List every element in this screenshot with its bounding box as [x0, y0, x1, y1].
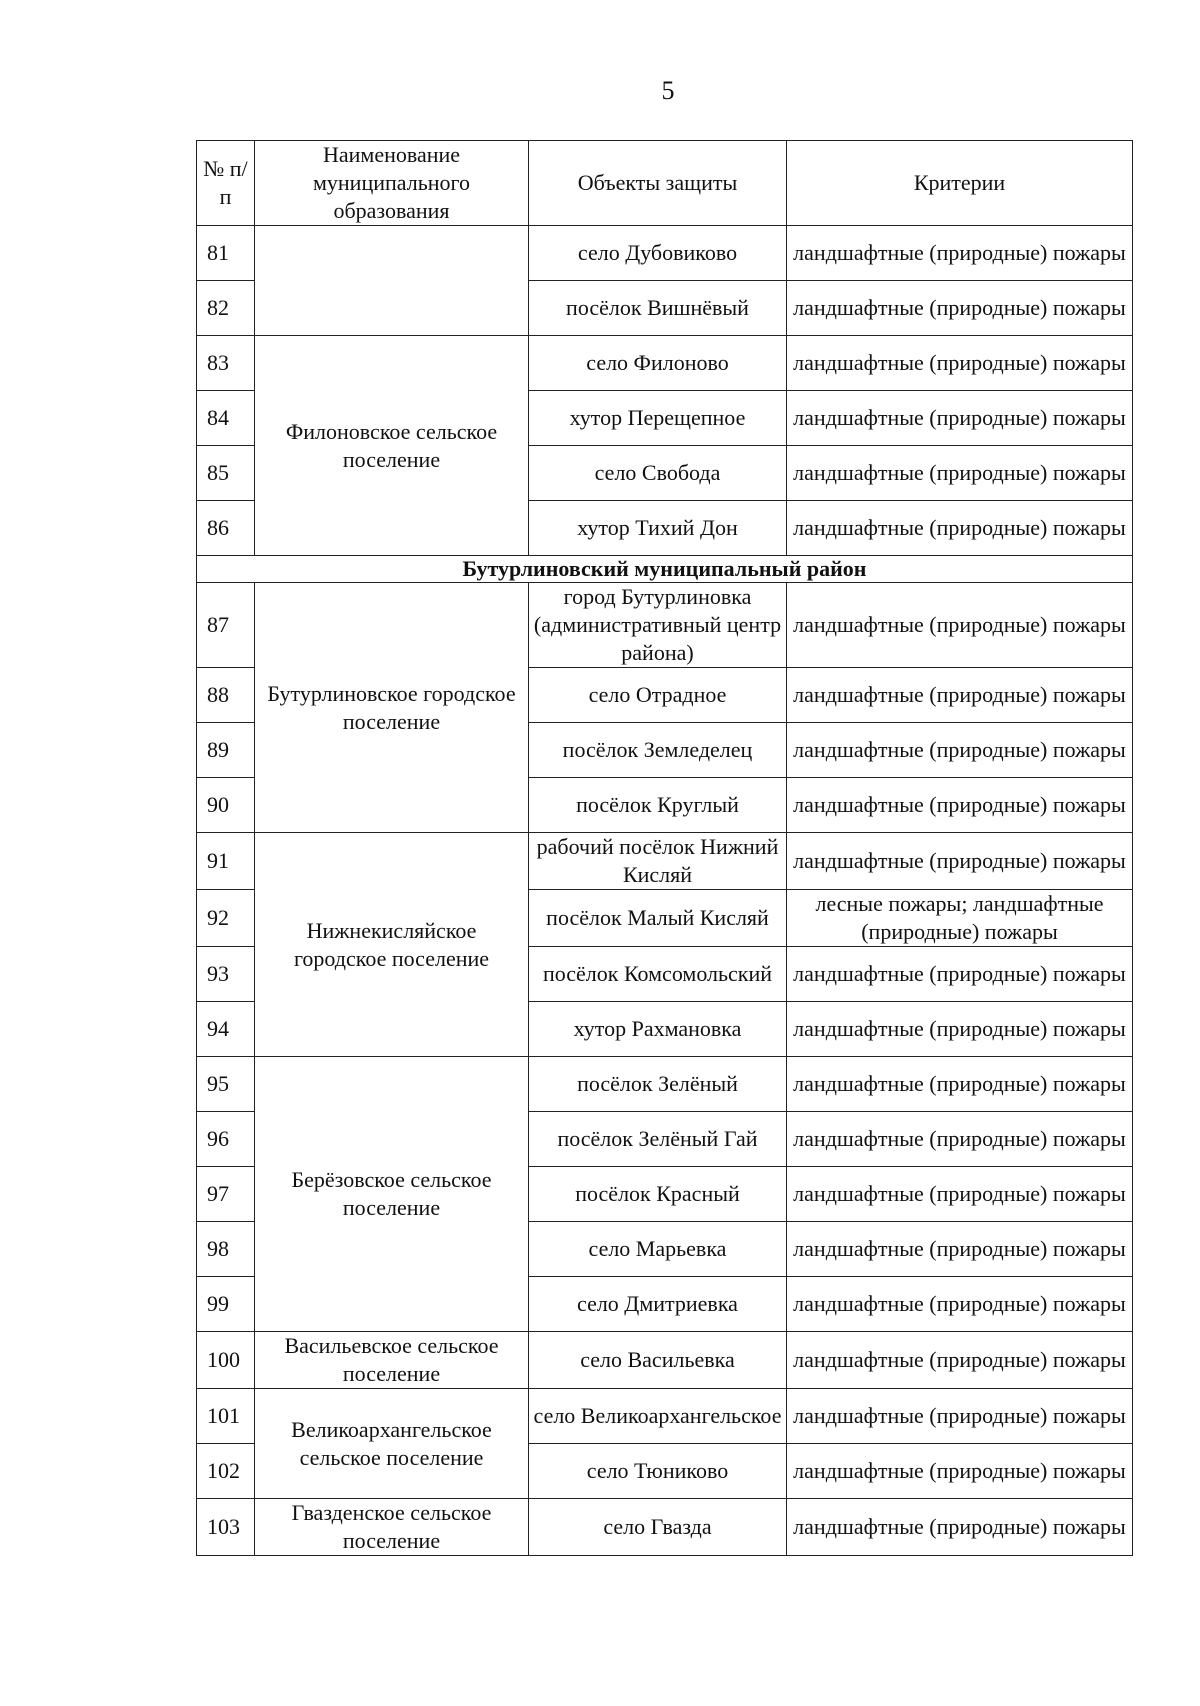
object-cell: посёлок Комсомольский — [529, 947, 787, 1002]
row-number: 93 — [197, 947, 255, 1002]
row-number: 90 — [197, 778, 255, 833]
object-cell: село Великоархангельское — [529, 1389, 787, 1444]
district-section-row — [197, 556, 1133, 583]
object-cell: село Гвазда — [529, 1499, 787, 1556]
row-number: 92 — [197, 890, 255, 947]
municipality-cell: Нижнекисляйское городское поселение — [255, 833, 529, 1057]
row-number: 85 — [197, 446, 255, 501]
object-cell: село Дмитриевка — [529, 1277, 787, 1332]
object-cell: хутор Перещепное — [529, 391, 787, 446]
row-number: 82 — [197, 281, 255, 336]
object-cell: посёлок Зелёный — [529, 1057, 787, 1112]
object-cell: село Отрадное — [529, 668, 787, 723]
criteria-cell: ландшафтные (природные) пожары — [787, 723, 1133, 778]
row-number: 84 — [197, 391, 255, 446]
table-row — [197, 833, 1133, 890]
table-row — [197, 1499, 1133, 1556]
table-row — [197, 1057, 1133, 1112]
row-number: 96 — [197, 1112, 255, 1167]
municipality-cell: Васильевское сельское поселение — [255, 1332, 529, 1389]
table-header-row — [197, 141, 1133, 226]
row-number: 101 — [197, 1389, 255, 1444]
criteria-cell: ландшафтные (природные) пожары — [787, 501, 1133, 556]
object-cell: село Филоново — [529, 336, 787, 391]
municipality-cell: Филоновское сельское поселение — [255, 336, 529, 556]
col-header-objects: Объекты защиты — [529, 141, 787, 226]
row-number: 88 — [197, 668, 255, 723]
criteria-cell: ландшафтные (природные) пожары — [787, 1002, 1133, 1057]
row-number: 97 — [197, 1167, 255, 1222]
row-number: 89 — [197, 723, 255, 778]
criteria-cell: ландшафтные (природные) пожары — [787, 947, 1133, 1002]
object-cell: посёлок Малый Кисляй — [529, 890, 787, 947]
col-header-num: № п/п — [197, 141, 255, 226]
object-cell: посёлок Круглый — [529, 778, 787, 833]
row-number: 83 — [197, 336, 255, 391]
row-number: 99 — [197, 1277, 255, 1332]
object-cell: посёлок Красный — [529, 1167, 787, 1222]
table-row — [197, 336, 1133, 391]
object-cell: хутор Тихий Дон — [529, 501, 787, 556]
criteria-cell: ландшафтные (природные) пожары — [787, 778, 1133, 833]
row-number: 94 — [197, 1002, 255, 1057]
criteria-cell: ландшафтные (природные) пожары — [787, 446, 1133, 501]
object-cell: село Дубовиково — [529, 226, 787, 281]
object-cell: село Тюниково — [529, 1444, 787, 1499]
protection-objects-table — [196, 140, 1133, 1556]
municipality-cell: Великоархангельское сельское поселение — [255, 1389, 529, 1499]
criteria-cell: ландшафтные (природные) пожары — [787, 1332, 1133, 1389]
municipality-cell: Берёзовское сельское поселение — [255, 1057, 529, 1332]
table-row — [197, 583, 1133, 668]
row-number: 86 — [197, 501, 255, 556]
criteria-cell: ландшафтные (природные) пожары — [787, 1444, 1133, 1499]
object-cell: город Бутурлиновка (административный центр района) — [529, 583, 787, 668]
row-number: 91 — [197, 833, 255, 890]
criteria-cell: ландшафтные (природные) пожары — [787, 583, 1133, 668]
criteria-cell: ландшафтные (природные) пожары — [787, 336, 1133, 391]
row-number: 95 — [197, 1057, 255, 1112]
criteria-cell: ландшафтные (природные) пожары — [787, 1389, 1133, 1444]
object-cell: посёлок Земледелец — [529, 723, 787, 778]
municipality-cell: Бутурлиновское городское поселение — [255, 583, 529, 833]
criteria-cell: ландшафтные (природные) пожары — [787, 1222, 1133, 1277]
criteria-cell: ландшафтные (природные) пожары — [787, 833, 1133, 890]
criteria-cell: ландшафтные (природные) пожары — [787, 1112, 1133, 1167]
table-row — [197, 226, 1133, 281]
table-row — [197, 1389, 1133, 1444]
object-cell: посёлок Вишнёвый — [529, 281, 787, 336]
object-cell: село Свобода — [529, 446, 787, 501]
page-number: 5 — [661, 76, 675, 105]
row-number: 87 — [197, 583, 255, 668]
object-cell: село Марьевка — [529, 1222, 787, 1277]
col-header-criteria: Критерии — [787, 141, 1133, 226]
row-number: 103 — [197, 1499, 255, 1556]
object-cell: село Васильевка — [529, 1332, 787, 1389]
criteria-cell: лесные пожары; ландшафтные (природные) пожары — [787, 890, 1133, 947]
criteria-cell: ландшафтные (природные) пожары — [787, 668, 1133, 723]
criteria-cell: ландшафтные (природные) пожары — [787, 1499, 1133, 1556]
criteria-cell: ландшафтные (природные) пожары — [787, 391, 1133, 446]
object-cell: хутор Рахмановка — [529, 1002, 787, 1057]
row-number: 98 — [197, 1222, 255, 1277]
district-section-title: Бутурлиновский муниципальный район — [197, 556, 1133, 583]
criteria-cell: ландшафтные (природные) пожары — [787, 1277, 1133, 1332]
criteria-cell: ландшафтные (природные) пожары — [787, 1057, 1133, 1112]
row-number: 81 — [197, 226, 255, 281]
criteria-cell: ландшафтные (природные) пожары — [787, 1167, 1133, 1222]
object-cell: посёлок Зелёный Гай — [529, 1112, 787, 1167]
row-number: 102 — [197, 1444, 255, 1499]
object-cell: рабочий посёлок Нижний Кисляй — [529, 833, 787, 890]
table-row — [197, 1332, 1133, 1389]
col-header-municipality: Наименование муниципального образования — [255, 141, 529, 226]
municipality-cell — [255, 226, 529, 336]
row-number: 100 — [197, 1332, 255, 1389]
municipality-cell: Гвазденское сельское поселение — [255, 1499, 529, 1556]
table-body — [197, 226, 1133, 1556]
criteria-cell: ландшафтные (природные) пожары — [787, 281, 1133, 336]
criteria-cell: ландшафтные (природные) пожары — [787, 226, 1133, 281]
